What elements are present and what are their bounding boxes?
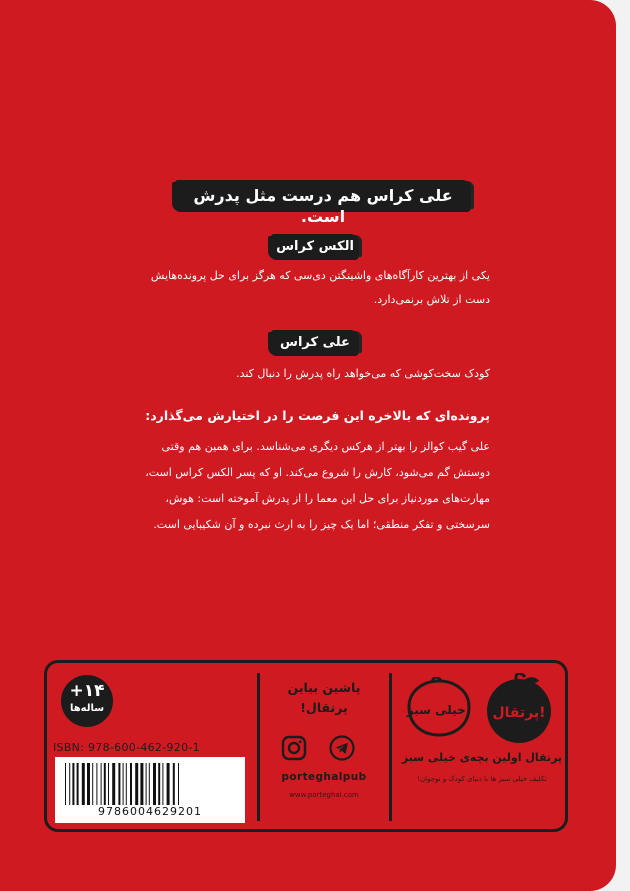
porteghal-logo-text: پرتقال!	[492, 705, 546, 721]
barcode-bar	[92, 763, 93, 805]
kheili-sabz-logo	[403, 677, 475, 739]
instagram-icon[interactable]	[281, 735, 307, 761]
panel-divider	[389, 673, 392, 821]
barcode-bar	[162, 763, 163, 805]
barcode-bar	[112, 763, 115, 805]
age-rating-number: +۱۴	[69, 681, 105, 701]
telegram-icon[interactable]	[329, 735, 355, 761]
barcode-bar	[77, 763, 79, 805]
barcode-bar	[108, 763, 109, 805]
story-line: مهارت‌های موردنیاز برای حل این معما را از پدرش آموخته است: هوش،	[165, 492, 490, 505]
barcode-bar	[149, 763, 150, 805]
barcode-bar	[167, 763, 170, 805]
isbn-number: ISBN: 978-600-462-920-1	[53, 741, 200, 754]
alex-cross-tag	[271, 234, 359, 260]
barcode-bar	[123, 763, 124, 805]
publisher-subline: تکلیف خیلی سبز ها با دنیای کودک و نوجوان!	[417, 775, 547, 783]
barcode-digits: 9786004629201	[98, 805, 202, 818]
barcode-bar	[101, 763, 102, 805]
barcode-bar	[69, 763, 70, 805]
social-handle[interactable]: porteghalpub	[281, 771, 367, 783]
alex-desc-line-2: دست از تلاش برنمی‌دارد.	[373, 293, 490, 306]
age-rating-label: ساله‌ها	[69, 703, 105, 714]
story-line: سرسختی و تفکر منطقی؛ اما یک چیز را به ارث نبرده و آن شکیبایی است.	[153, 518, 490, 531]
ali-desc-line: کودک سخت‌کوشی که می‌خواهد راه پدرش را دنبال کند.	[236, 367, 490, 380]
follow-us-line-2: پرتقال!	[300, 700, 348, 715]
porteghal-logo	[483, 673, 555, 745]
barcode-bar	[104, 763, 106, 805]
headline-text: علی کراس هم درست مثل پدرش است.	[193, 186, 453, 226]
alex-cross-description	[140, 264, 490, 312]
barcode-bar	[96, 763, 97, 805]
barcode-bar	[135, 763, 138, 805]
follow-us-line-1: پاشین بیاین	[287, 680, 361, 695]
story-line: دوستش گم می‌شود، کارش را شروع می‌کند. او که پسر الکس کراس است،	[145, 466, 490, 479]
website-url[interactable]: www.porteghal.com	[289, 791, 359, 799]
barcode-bar	[87, 763, 90, 805]
alex-desc-line-1: یکی از بهترین کارآگاه‌های واشینگتن دی‌سی که هرگز برای حل پرونده‌هایش	[150, 269, 490, 282]
panel-divider	[257, 673, 260, 821]
barcode-bar	[82, 763, 85, 805]
story-intro-text: پرونده‌ای که بالاخره این فرصت را در اختیارش می‌گذارد:	[145, 408, 490, 423]
kheili-sabz-logo-text: خیلی سبز!	[406, 703, 472, 717]
barcode-bar	[130, 763, 132, 805]
headline-banner	[175, 180, 471, 226]
age-rating-badge	[61, 675, 113, 727]
barcode-bars	[63, 763, 237, 805]
story-body	[120, 434, 490, 538]
story-intro	[120, 404, 490, 428]
publisher-tagline: پرتقال اولین بچه‌ی خیلی سبز	[401, 751, 563, 764]
barcode-bar	[178, 763, 179, 805]
ali-cross-tag-label: علی کراس	[280, 335, 350, 350]
barcode-bar	[146, 763, 147, 805]
story-line: علی گیب کوالز را بهتر از هرکس دیگری می‌شناسد. برای همین هم وقتی	[161, 440, 490, 453]
barcode-bar	[65, 763, 66, 805]
barcode-bar	[153, 763, 156, 805]
barcode	[55, 757, 245, 823]
publisher-panel	[44, 660, 568, 832]
ali-cross-description	[140, 362, 490, 386]
barcode-bar	[158, 763, 160, 805]
ali-cross-tag	[271, 330, 359, 356]
barcode-bar	[173, 763, 175, 805]
barcode-bar	[140, 763, 143, 805]
barcode-bar	[126, 763, 127, 805]
barcode-bar	[72, 763, 74, 805]
barcode-bar	[118, 763, 120, 805]
alex-cross-tag-label: الکس کراس	[276, 239, 354, 254]
